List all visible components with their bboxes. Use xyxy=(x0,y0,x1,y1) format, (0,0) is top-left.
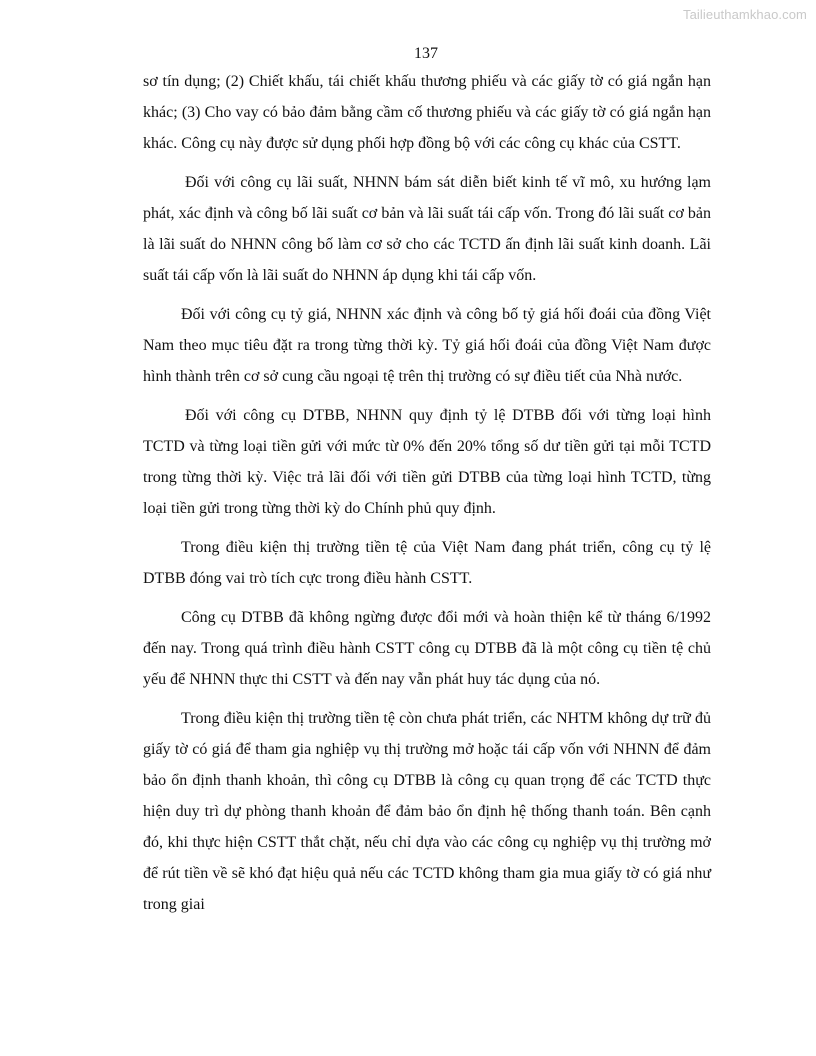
paragraph-reserve-history: Công cụ DTBB đã không ngừng được đổi mới và hoàn thiện kể từ tháng 6/1992 đến nay. Trong quá trình điều hành CSTT công cụ DTBB đã là một công cụ tiền tệ chủ yếu để NHNN thực thi CSTT và đến nay vẫn phát huy tác dụng của nó. xyxy=(143,609,711,688)
paragraph-interest-rate: Đối với công cụ lãi suất, NHNN bám sát diễn biết kinh tế vĩ mô, xu hướng lạm phát, xác định và công bố lãi suất cơ bản và lãi suất tái cấp vốn. Trong đó lãi suất cơ bản là lãi suất do NHNN công bố làm cơ sở cho các TCTD ấn định lãi suất kinh doanh. Lãi suất tái cấp vốn là lãi suất do NHNN áp dụng khi tái cấp vốn. xyxy=(143,174,711,284)
paragraph-market-conditions: Trong điều kiện thị trường tiền tệ của Việt Nam đang phát triển, công cụ tỷ lệ DTBB đóng vai trò tích cực trong điều hành CSTT. xyxy=(143,539,711,587)
paragraph-continued: sơ tín dụng; (2) Chiết khấu, tái chiết khấu thương phiếu và các giấy tờ có giá ngắn hạn khác; (3) Cho vay có bảo đảm bằng cầm cố thương phiếu và các giấy tờ có giá ngắn hạn khác. Công cụ này được sử dụng phối hợp đồng bộ với các công cụ khác của CSTT. xyxy=(143,73,711,152)
document-body xyxy=(143,66,711,928)
watermark: Tailieuthamkhao.com xyxy=(682,7,807,22)
paragraph-exchange-rate: Đối với công cụ tỷ giá, NHNN xác định và công bố tỷ giá hối đoái của đồng Việt Nam theo mục tiêu đặt ra trong từng thời kỳ. Tỷ giá hối đoái của đồng Việt Nam được hình thành trên cơ sở cung cầu ngoại tệ trên thị trường có sự điều tiết của Nhà nước. xyxy=(143,306,711,385)
paragraph-reserve-requirement: Đối với công cụ DTBB, NHNN quy định tỷ lệ DTBB đối với từng loại hình TCTD và từng loại tiền gửi với mức từ 0% đến 20% tổng số dư tiền gửi tại mỗi TCTD trong từng thời kỳ. Việc trả lãi đối với tiền gửi DTBB của từng loại hình TCTD, từng loại tiền gửi trong từng thời kỳ do Chính phủ quy định. xyxy=(143,407,711,517)
page-number: 137 xyxy=(414,45,438,62)
paragraph-liquidity: Trong điều kiện thị trường tiền tệ còn chưa phát triển, các NHTM không dự trữ đủ giấy tờ có giá để tham gia nghiệp vụ thị trường mở hoặc tái cấp vốn với NHNN để đảm bảo ổn định thanh khoản, thì công cụ DTBB là công cụ quan trọng để các TCTD thực hiện duy trì dự phòng thanh khoản để đảm bảo ổn định hệ thống thanh toán. Bên cạnh đó, khi thực hiện CSTT thắt chặt, nếu chỉ dựa vào các công cụ nghiệp vụ thị trường mở để rút tiền về sẽ khó đạt hiệu quả nếu các TCTD không tham gia mua giấy tờ có giá như trong giai xyxy=(143,710,711,913)
